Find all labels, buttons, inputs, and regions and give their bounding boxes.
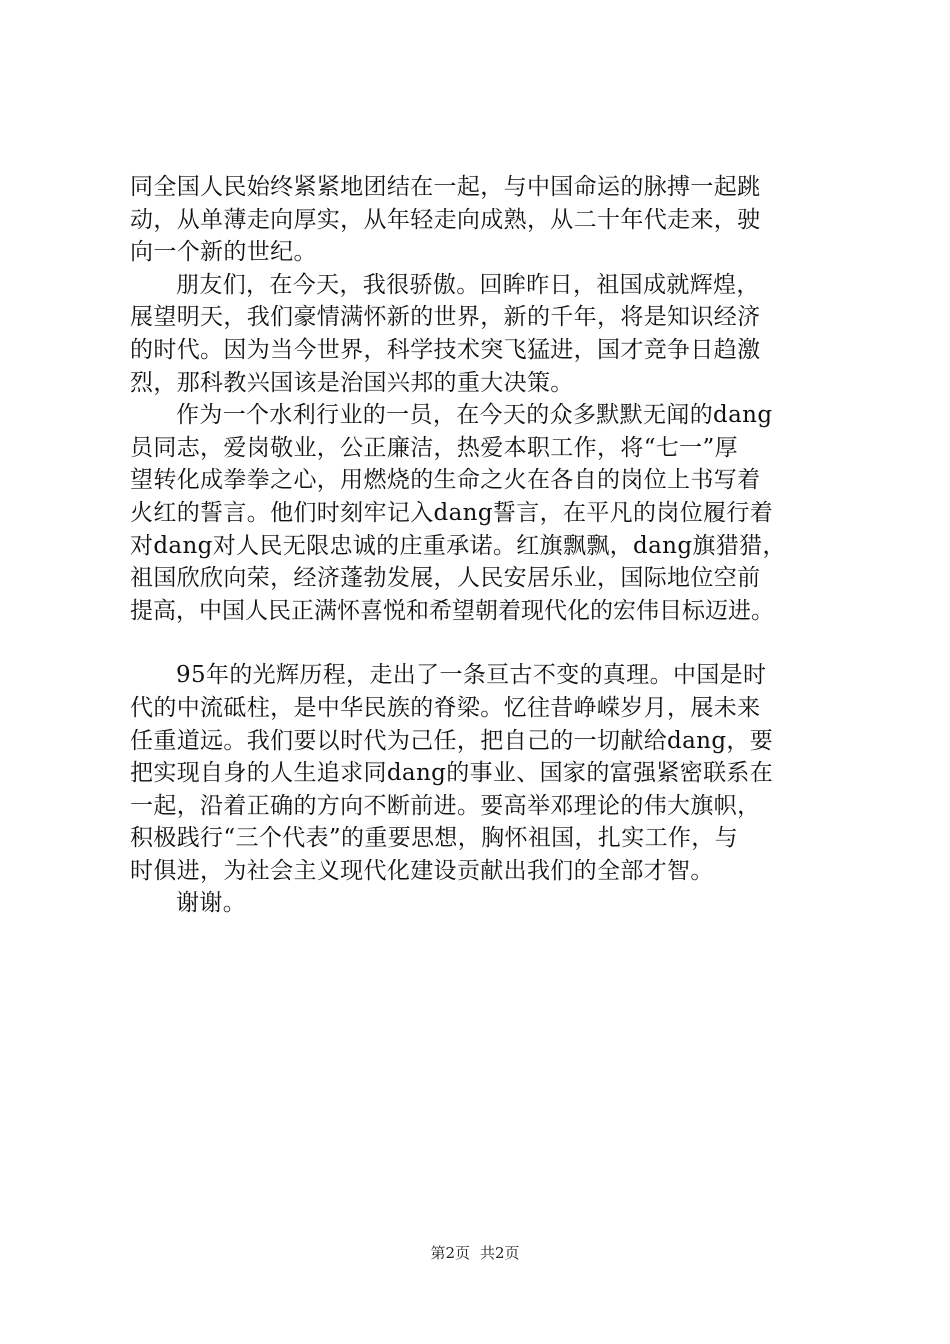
text-line: 积极践行“三个代表”的重要思想，胸怀祖国，扎实工作，与 xyxy=(130,825,738,852)
page-total: 共2页 xyxy=(480,1244,520,1262)
paragraph-spacer xyxy=(130,627,850,659)
text-line: 烈，那科教兴国该是治国兴邦的重大决策。 xyxy=(130,369,574,396)
text-line: 提高，中国人民正满怀喜悦和希望朝着现代化的宏伟目标迈进。 xyxy=(130,597,774,624)
text-line: 望转化成拳拳之心，用燃烧的生命之火在各自的岗位上书写着 xyxy=(130,467,761,494)
paragraph-4 xyxy=(130,659,850,887)
text-line: 员同志，爱岗敬业，公正廉洁，热爱本职工作，将“七一”厚 xyxy=(130,434,738,461)
text-line: 一起，沿着正确的方向不断前进。要高举邓理论的伟大旗帜， xyxy=(130,792,761,819)
text-line: 动，从单薄走向厚实，从年轻走向成熟，从二十年代走来，驶 xyxy=(130,206,761,233)
text-line: 向一个新的世纪。 xyxy=(130,239,317,266)
text-line: 把实现自身的人生追求同dang的事业、国家的富强紧密联系在 xyxy=(130,760,774,787)
document-body xyxy=(130,171,850,920)
text-line: 任重道远。我们要以时代为己任，把自己的一切献给dang，要 xyxy=(130,727,774,754)
text-line: 对dang对人民无限忠诚的庄重承诺。红旗飘飘，dang旗猎猎， xyxy=(130,532,786,559)
paragraph-2 xyxy=(130,269,850,399)
text-line: 谢谢。 xyxy=(176,890,247,917)
page-footer xyxy=(0,1243,950,1263)
text-line: 95年的光辉历程，走出了一条亘古不变的真理。中国是时 xyxy=(176,662,767,689)
paragraph-5 xyxy=(130,887,850,920)
paragraph-3 xyxy=(130,399,850,627)
text-line: 同全国人民始终紧紧地团结在一起，与中国命运的脉搏一起跳 xyxy=(130,174,761,200)
text-line: 火红的誓言。他们时刻牢记入dang誓言，在平凡的岗位履行着 xyxy=(130,499,774,526)
text-line: 朋友们，在今天，我很骄傲。回眸昨日，祖国成就辉煌， xyxy=(176,271,760,298)
page-number: 第2页 xyxy=(430,1244,470,1262)
paragraph-1 xyxy=(130,171,850,269)
text-line: 作为一个水利行业的一员，在今天的众多默默无闻的dang xyxy=(176,402,773,429)
text-line: 代的中流砥柱，是中华民族的脊梁。忆往昔峥嵘岁月，展未来 xyxy=(130,694,761,721)
text-line: 时俱进，为社会主义现代化建设贡献出我们的全部才智。 xyxy=(130,857,714,884)
text-line: 的时代。因为当今世界，科学技术突飞猛进，国才竞争日趋激 xyxy=(130,336,761,363)
text-line: 祖国欣欣向荣，经济蓬勃发展，人民安居乐业，国际地位空前 xyxy=(130,565,761,592)
text-line: 展望明天，我们豪情满怀新的世界，新的千年，将是知识经济 xyxy=(130,304,761,331)
